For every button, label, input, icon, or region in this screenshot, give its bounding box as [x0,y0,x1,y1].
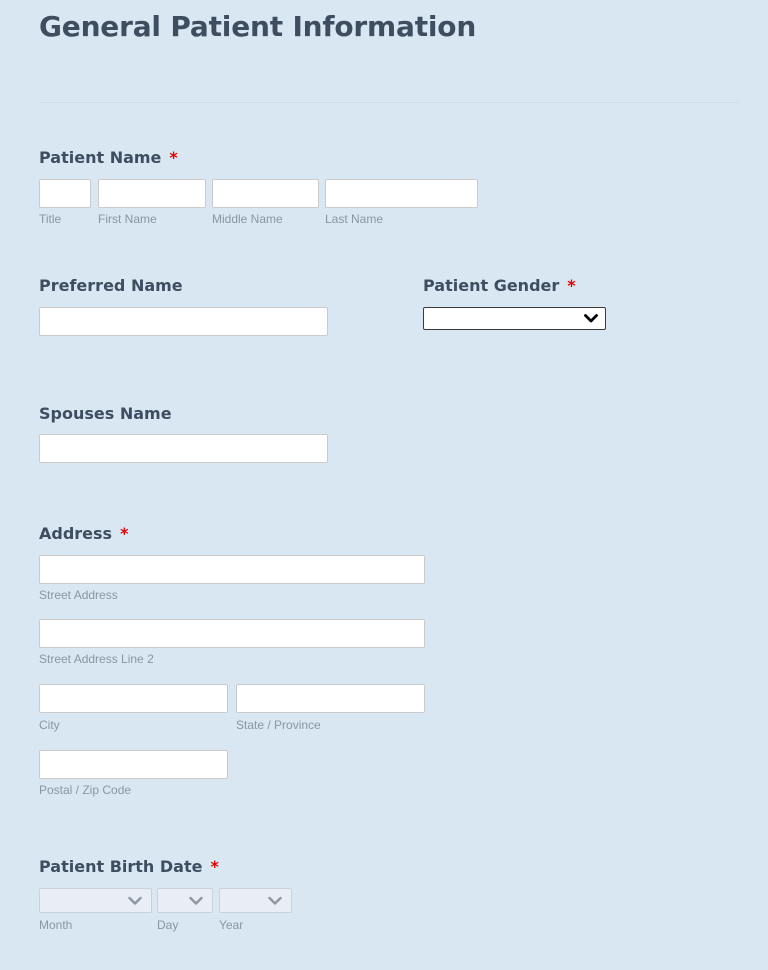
last-name-input[interactable] [325,179,478,208]
patient-gender-select[interactable] [423,307,606,330]
street-address-input[interactable] [39,555,425,584]
name-title-input[interactable] [39,179,91,208]
patient-name-label-text: Patient Name [39,148,162,167]
postal-code-sublabel: Postal / Zip Code [39,783,132,797]
spouses-name-label: Spouses Name [39,404,172,423]
birth-day-select[interactable] [157,888,213,913]
street-address-line2-sublabel: Street Address Line 2 [39,652,154,666]
patient-gender-label [423,276,576,295]
address-required-mark: * [120,524,129,543]
patient-name-required-mark: * [169,148,178,167]
first-name-input[interactable] [98,179,206,208]
street-address-line2-input[interactable] [39,619,425,648]
preferred-name-label: Preferred Name [39,276,183,295]
address-label [39,524,128,543]
birth-month-sublabel: Month [39,918,73,932]
preferred-name-input[interactable] [39,307,328,336]
city-sublabel: City [39,718,60,732]
postal-code-input[interactable] [39,750,228,779]
spouses-name-input[interactable] [39,434,328,463]
birth-date-required-mark: * [210,857,219,876]
birth-month-select[interactable] [39,888,152,913]
state-province-sublabel: State / Province [236,718,321,732]
chevron-down-icon [189,896,203,906]
first-name-sublabel: First Name [98,212,157,226]
city-input[interactable] [39,684,228,713]
birth-date-label-text: Patient Birth Date [39,857,203,876]
street-address-sublabel: Street Address [39,588,118,602]
birth-date-label [39,857,219,876]
chevron-down-icon [584,313,598,324]
middle-name-input[interactable] [212,179,319,208]
birth-day-sublabel: Day [157,918,179,932]
chevron-down-icon [268,896,282,906]
state-province-input[interactable] [236,684,425,713]
middle-name-sublabel: Middle Name [212,212,283,226]
birth-year-sublabel: Year [219,918,244,932]
patient-gender-label-text: Patient Gender [423,276,560,295]
patient-gender-required-mark: * [567,276,576,295]
name-title-sublabel: Title [39,212,62,226]
patient-name-label [39,148,178,167]
chevron-down-icon [128,896,142,906]
birth-year-select[interactable] [219,888,292,913]
address-label-text: Address [39,524,113,543]
last-name-sublabel: Last Name [325,212,384,226]
title-divider [39,102,739,103]
page-title: General Patient Information [39,10,477,43]
